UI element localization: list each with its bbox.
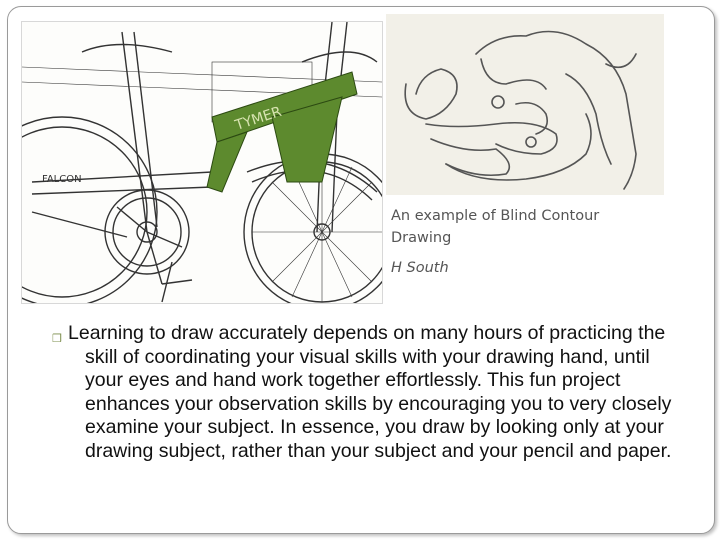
frame-lettering: FALCON [42, 174, 82, 185]
caption-author: H South [391, 260, 449, 276]
bicycle-contour-drawing [21, 21, 383, 304]
caption-line-1: An example of Blind Contour [391, 208, 600, 224]
body-paragraph: Learning to draw accurately depends on many hours of practicing the skill of coordinating your visual skills with your drawing hand, until your eyes and hand work together effortlessly. This fun project enhances your observation skills by encouraging you to very closely examine your subject. In essence, you draw by looking only at your drawing subject, rather than your subject and your pencil and paper. [68, 322, 672, 462]
image-caption [391, 205, 671, 279]
body-bullet [52, 322, 688, 463]
hand-contour-drawing [386, 14, 664, 195]
hand-drawing-icon [386, 14, 664, 195]
caption-line-2: Drawing [391, 230, 452, 246]
bicycle-drawing-icon [22, 22, 382, 303]
bullet-icon: ❒ [52, 333, 62, 345]
svg-text:TYMER: TYMER [233, 103, 284, 134]
